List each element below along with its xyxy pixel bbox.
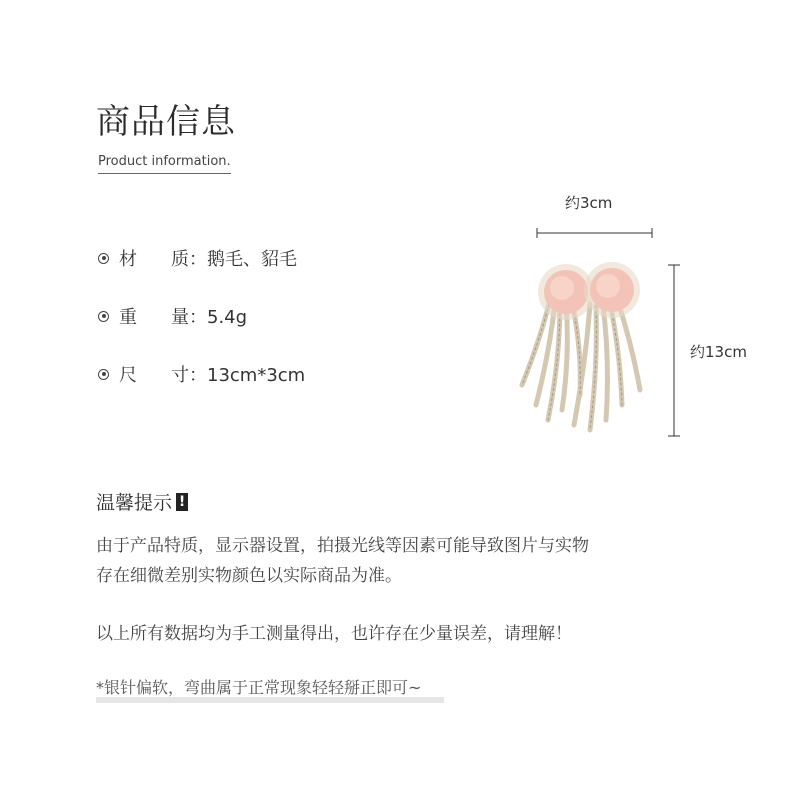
spec-key: 重 bbox=[119, 307, 137, 328]
fur-pompom-right bbox=[584, 262, 640, 318]
tips-heading bbox=[96, 490, 188, 516]
spec-key: 质： bbox=[171, 249, 207, 270]
page-subtitle: Product information. bbox=[98, 153, 231, 174]
spec-key: 尺 bbox=[119, 365, 137, 386]
spec-row-material bbox=[98, 248, 297, 272]
spec-row-size bbox=[98, 364, 305, 388]
tips-line-3: 以上所有数据均为手工测量得出，也许存在少量误差，请理解！ bbox=[96, 624, 572, 644]
spec-row-weight bbox=[98, 306, 247, 330]
page-title: 商品信息 bbox=[96, 102, 236, 142]
earring-product-image bbox=[500, 220, 690, 440]
spec-value: 13cm*3cm bbox=[207, 365, 306, 386]
tips-line-2: 存在细微差别实物颜色以实际商品为准。 bbox=[96, 566, 402, 586]
bullet-icon bbox=[98, 369, 109, 380]
spec-value: 鹅毛、貂毛 bbox=[207, 249, 297, 270]
height-label: 约13cm bbox=[690, 343, 747, 361]
tips-note: *银针偏软，弯曲属于正常现象轻轻掰正即可~ bbox=[96, 678, 422, 697]
feather-tassels bbox=[522, 300, 640, 430]
bullet-icon bbox=[98, 253, 109, 264]
tips-title: 温馨提示 bbox=[96, 492, 173, 514]
width-label: 约3cm bbox=[565, 194, 613, 212]
width-dimension-line bbox=[537, 228, 652, 238]
bullet-icon bbox=[98, 311, 109, 322]
spec-value: 5.4g bbox=[207, 307, 248, 328]
height-dimension-line bbox=[668, 265, 680, 436]
tips-line-1: 由于产品特质，显示器设置，拍摄光线等因素可能导致图片与实物 bbox=[96, 536, 589, 556]
spec-key: 量： bbox=[171, 307, 207, 328]
exclamation-icon: ! bbox=[176, 493, 188, 511]
spec-key: 材 bbox=[119, 249, 137, 270]
spec-key: 寸： bbox=[171, 365, 207, 386]
